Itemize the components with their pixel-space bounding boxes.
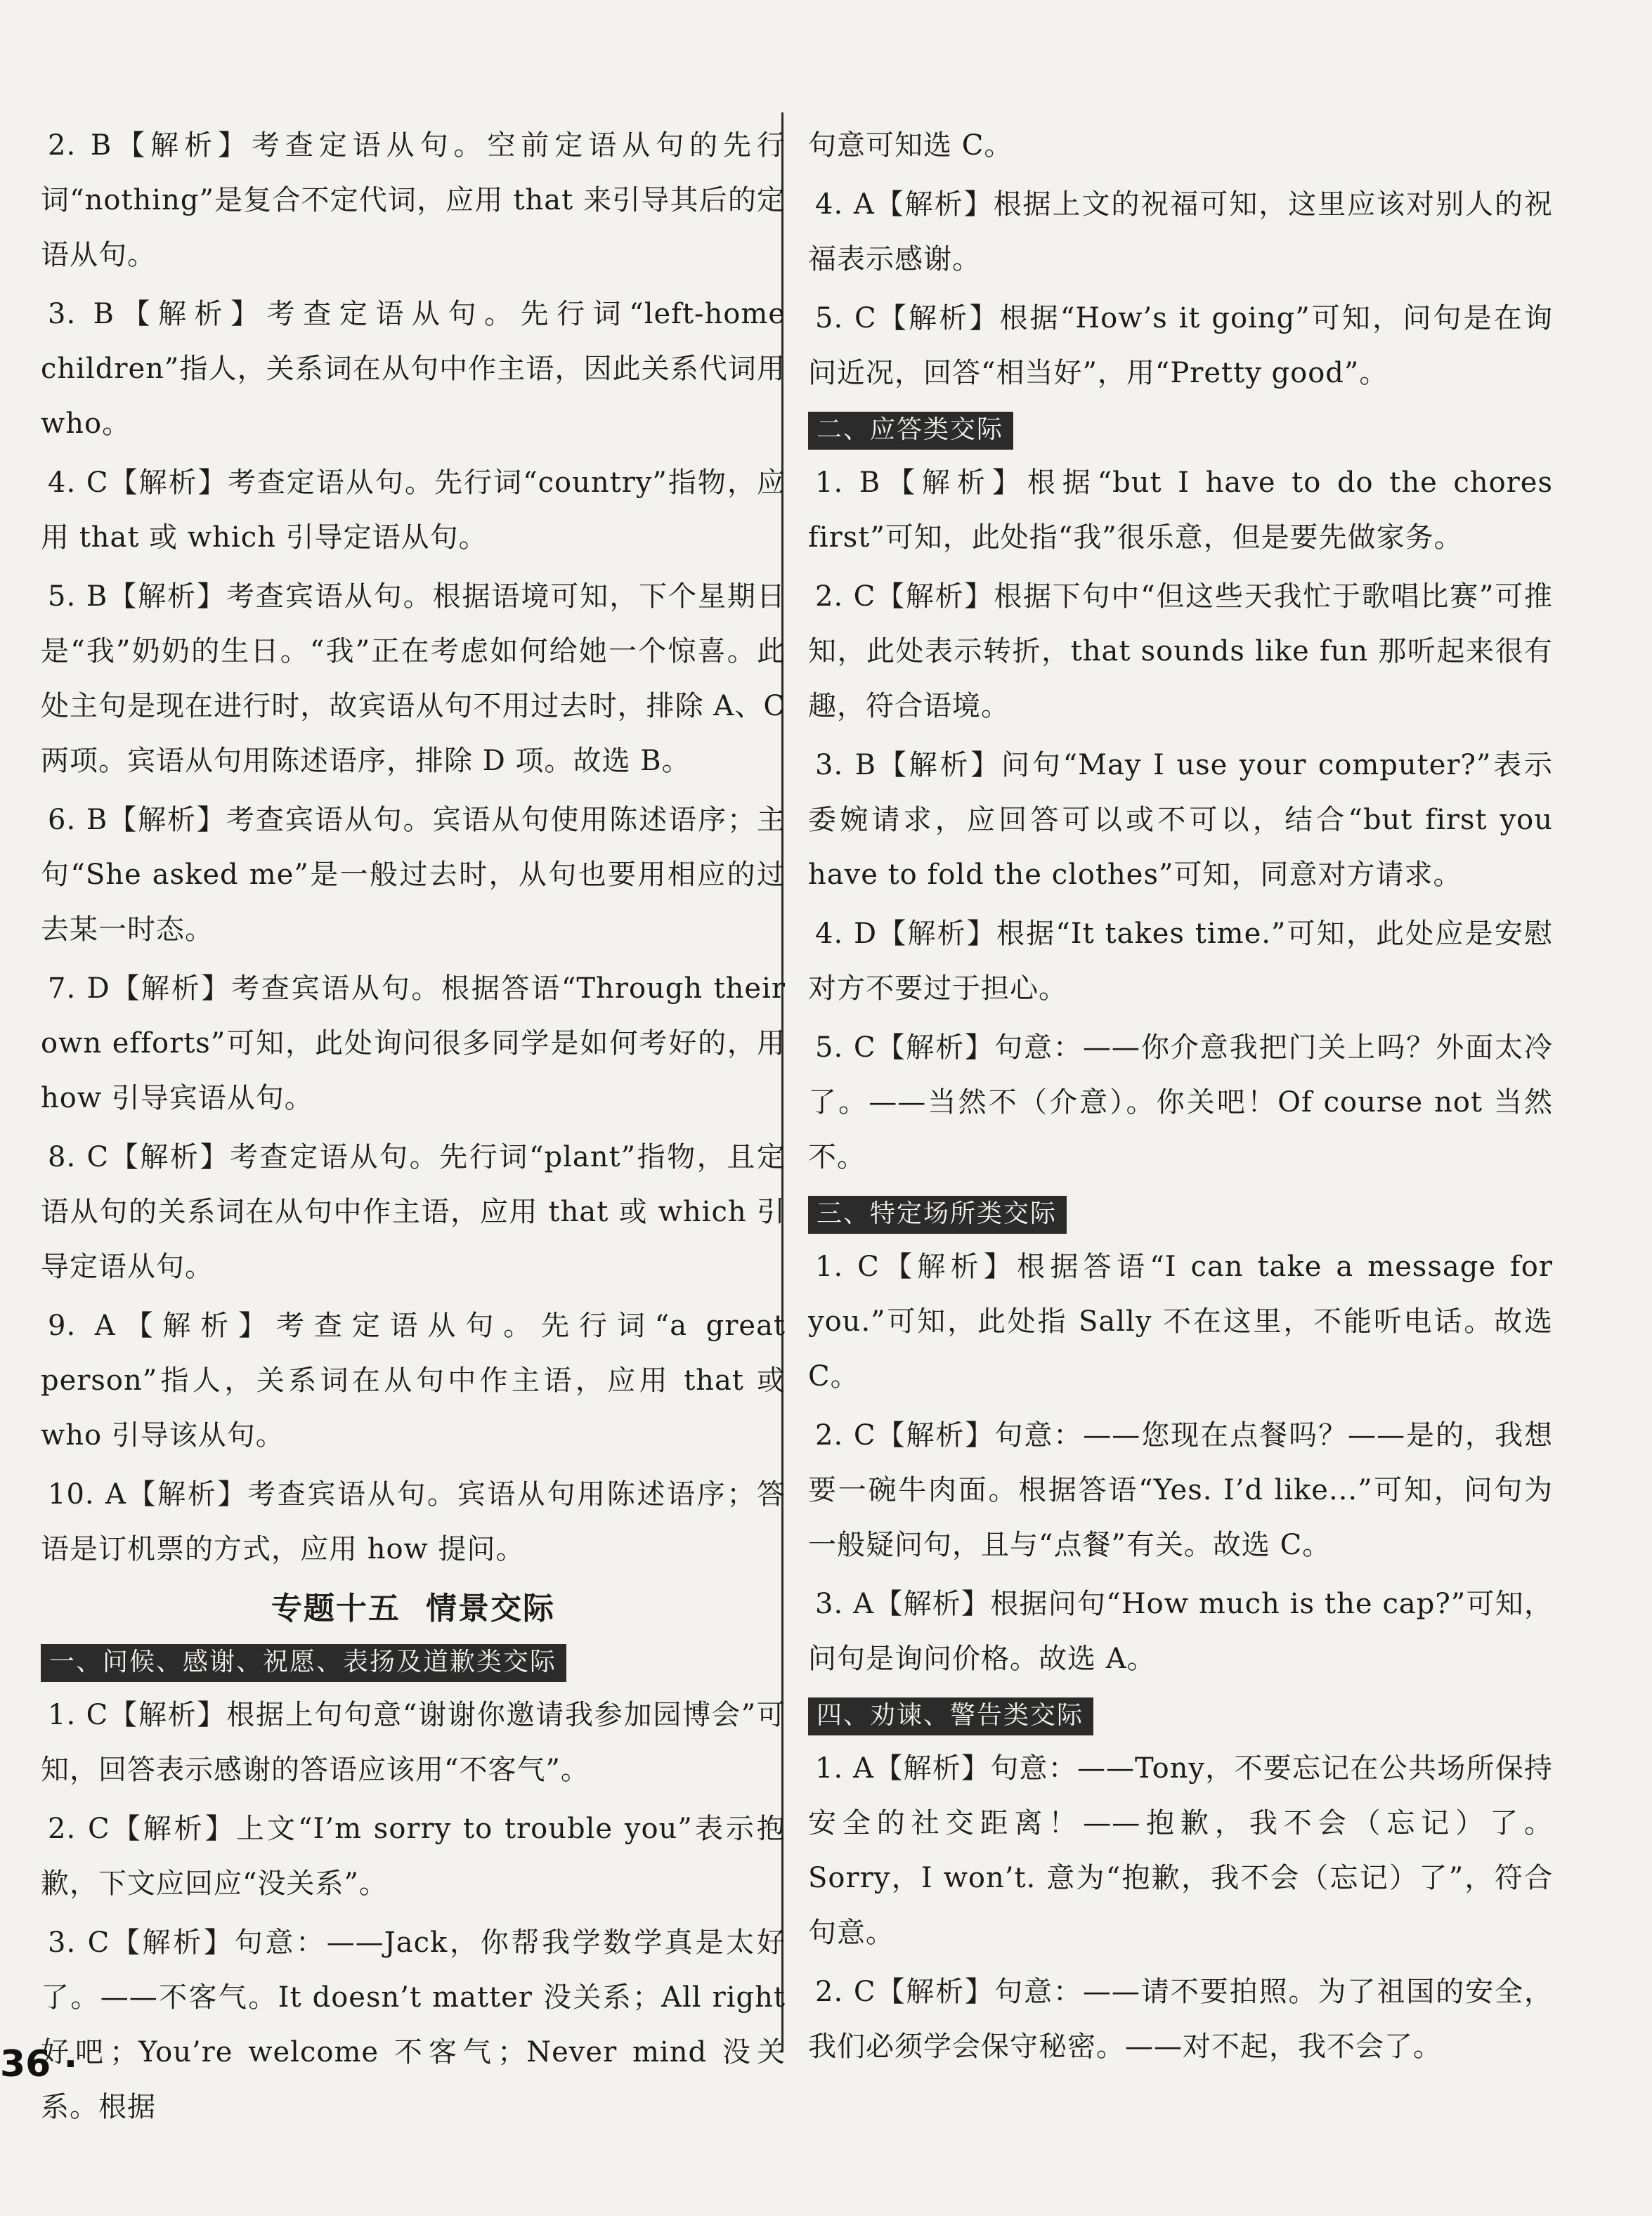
answer-item: 1. A【解析】句意：——Tony，不要忘记在公共场所保持安全的社交距离！——抱歉，我不会（忘记）了。Sorry，I won’t. 意为“抱歉，我不会（忘记）了”，符合句意。 — [808, 1752, 1553, 1949]
topic-title — [41, 1581, 786, 1637]
answer-item: 7. D【解析】考查宾语从句。根据答语“Through their own efforts”可知，此处询问很多同学是如何考好的，用 how 引导宾语从句。 — [41, 972, 786, 1114]
topic-number: 专题十五 — [271, 1591, 401, 1627]
answer-item: 6. B【解析】考查宾语从句。宾语从句使用陈述语序；主句“She asked me”是一般过去时，从句也要用相应的过去某一时态。 — [41, 804, 786, 946]
answer-item: 3. C【解析】句意：——Jack，你帮我学数学真是太好了。——不客气。It doesn’t matter 没关系；All right 好吧；You’re welcome 不客气；Never mind 没关系。根据 — [41, 1927, 786, 2123]
answer-item: 3. B【解析】考查定语从句。先行词“left-home children”指人，关系词在从句中作主语，因此关系代词用 who。 — [41, 298, 786, 440]
answer-item: 1. C【解析】根据上句句意“谢谢你邀请我参加园博会”可知，回答表示感谢的答语应该用“不客气”。 — [41, 1699, 786, 1786]
answer-item: 2. C【解析】根据下句中“但这些天我忙于歌唱比赛”可推知，此处表示转折，that sounds like fun 那听起来很有趣，符合语境。 — [808, 580, 1553, 722]
section-label: 一、问候、感谢、祝愿、表扬及道歉类交际 — [41, 1644, 566, 1682]
answer-item: 3. A【解析】根据问句“How much is the cap?”可知，问句是询问价格。故选 A。 — [808, 1588, 1553, 1675]
answer-item: 2. C【解析】句意：——您现在点餐吗？——是的，我想要一碗牛肉面。根据答语“Yes. I’d like...”可知，问句为一般疑问句，且与“点餐”有关。故选 C。 — [808, 1419, 1553, 1561]
answer-item: 8. C【解析】考查定语从句。先行词“plant”指物，且定语从句的关系词在从句中作主语，应用 that 或 which 引导定语从句。 — [41, 1141, 786, 1283]
answer-item: 4. A【解析】根据上文的祝福可知，这里应该对别人的祝福表示感谢。 — [808, 188, 1553, 275]
answer-item: 10. A【解析】考查宾语从句。宾语从句用陈述语序；答语是订机票的方式，应用 how 提问。 — [41, 1478, 786, 1565]
answer-item: 5. B【解析】考查宾语从句。根据语境可知，下个星期日是“我”奶奶的生日。“我”正在考虑如何给她一个惊喜。此处主句是现在进行时，故宾语从句不用过去时，排除 A、C 两项。宾语从句用陈述语序，排除 D 项。故选 B。 — [41, 580, 786, 777]
answer-item: 2. C【解析】句意：——请不要拍照。为了祖国的安全，我们必须学会保守秘密。——对不起，我不会了。 — [808, 1976, 1553, 2063]
page-number: 36 · — [0, 2043, 78, 2085]
left-column — [41, 118, 786, 2139]
answer-item: 4. C【解析】考查定语从句。先行词“country”指物，应用 that 或 which 引导定语从句。 — [41, 467, 786, 554]
answer-item: 4. D【解析】根据“It takes time.”可知，此处应是安慰对方不要过于担心。 — [808, 918, 1553, 1005]
right-column — [808, 118, 1553, 2078]
section-label: 二、应答类交际 — [808, 412, 1013, 450]
answer-item: 2. C【解析】上文“I’m sorry to trouble you”表示抱歉，下文应回应“没关系”。 — [41, 1813, 786, 1900]
answer-item: 1. C【解析】根据答语“I can take a message for you.”可知，此处指 Sally 不在这里，不能听电话。故选 C。 — [808, 1251, 1553, 1393]
answer-item: 2. B【解析】考查定语从句。空前定语从句的先行词“nothing”是复合不定代词，应用 that 来引导其后的定语从句。 — [41, 129, 786, 271]
answer-item: 5. C【解析】根据“How’s it going”可知，问句是在询问近况，回答“相当好”，用“Pretty good”。 — [808, 302, 1553, 389]
topic-name: 情景交际 — [426, 1591, 555, 1627]
section-label: 三、特定场所类交际 — [808, 1196, 1067, 1234]
section-label: 四、劝谏、警告类交际 — [808, 1697, 1093, 1735]
answer-item: 3. B【解析】问句“May I use your computer?”表示委婉请求，应回答可以或不可以，结合“but first you have to fold the clothes”可知，同意对方请求。 — [808, 749, 1553, 891]
answer-item: 1. B【解析】根据“but I have to do the chores first”可知，此处指“我”很乐意，但是要先做家务。 — [808, 467, 1553, 554]
answer-item: 9. A【解析】考查定语从句。先行词“a great person”指人，关系词在从句中作主语，应用 that 或 who 引导该从句。 — [41, 1310, 786, 1452]
answer-continuation: 句意可知选 C。 — [808, 129, 1013, 162]
answer-item: 5. C【解析】句意：——你介意我把门关上吗？外面太冷了。——当然不（介意）。你关吧！Of course not 当然不。 — [808, 1031, 1553, 1173]
